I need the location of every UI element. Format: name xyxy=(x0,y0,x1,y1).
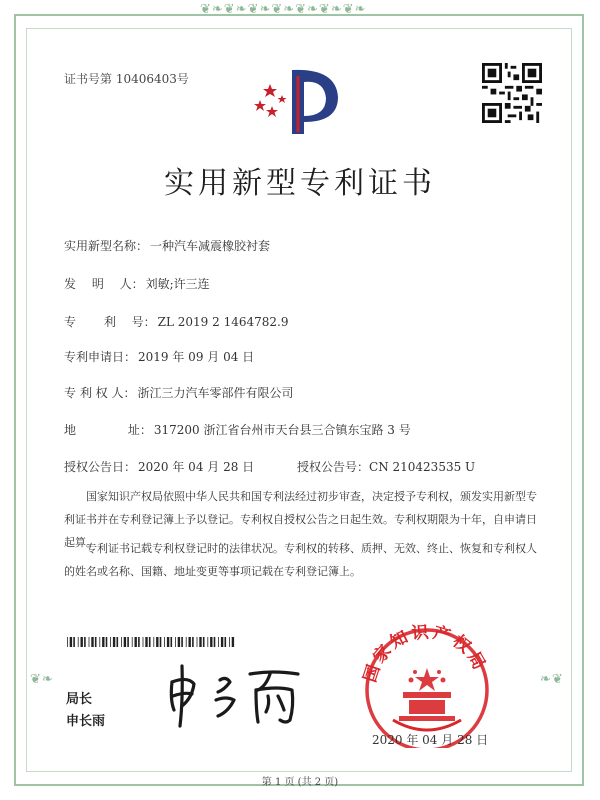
cnipa-logo-icon xyxy=(252,62,348,144)
patent-holder: 专 利 权 人： 浙江三力汽车零部件有限公司 xyxy=(64,386,294,400)
certificate-paragraph-2: 专利证书记载专利权登记时的法律状况。专利权的转移、质押、无效、终止、恢复和专利权人的姓名或名称、国籍、地址变更等事项记载在专利登记簿上。 xyxy=(64,542,537,578)
corner-ornament-bottom-left: ❦❧ xyxy=(30,672,54,687)
filing-date: 专利申请日： 2019 年 09 月 04 日 xyxy=(64,350,255,364)
patent-number: 专 利 号： ZL 2019 2 1464782.9 xyxy=(64,315,289,329)
grant-announcement-date: 授权公告日： 2020 年 04 月 28 日 xyxy=(64,460,255,474)
grant-announcement-number: 授权公告号：CN 210423535 U xyxy=(297,460,476,474)
director-name: 申长雨 xyxy=(66,714,106,729)
utility-model-name: 实用新型名称： 一种汽车减震橡胶衬套 xyxy=(64,239,271,253)
address: 地 址： 317200 浙江省台州市天台县三合镇东宝路 3 号 xyxy=(64,423,411,437)
corner-ornament-bottom-right: ❧❦ xyxy=(540,672,564,687)
signature-icon xyxy=(160,660,310,730)
qr-code-icon xyxy=(482,63,542,123)
top-ornament: ❦❧❦❧❦❧❦❧❦❧❦❧❦❧ xyxy=(200,2,367,17)
svg-text:国家知识产权局: 国家知识产权局 xyxy=(360,622,491,685)
certificate-number: 证书号第 10406403号 xyxy=(64,72,189,86)
certificate-title: 实用新型专利证书 xyxy=(164,166,436,201)
official-seal-icon xyxy=(353,620,501,748)
barcode-icon xyxy=(67,637,237,647)
certificate-paragraph-1: 国家知识产权局依照中华人民共和国专利法经过初步审查，决定授予专利权，颁发实用新型专利证书并在专利登记簿上予以登记。专利权自授权公告之日起生效。专利权期限为十年，自申请日起算。 xyxy=(64,490,537,549)
director-title: 局长 xyxy=(66,692,93,707)
seal-date: 2020 年 04 月 28 日 xyxy=(372,733,489,747)
inventor: 发 明 人： 刘敏;许三连 xyxy=(64,277,210,291)
page-number: 第 1 页 (共 2 页) xyxy=(261,777,339,788)
